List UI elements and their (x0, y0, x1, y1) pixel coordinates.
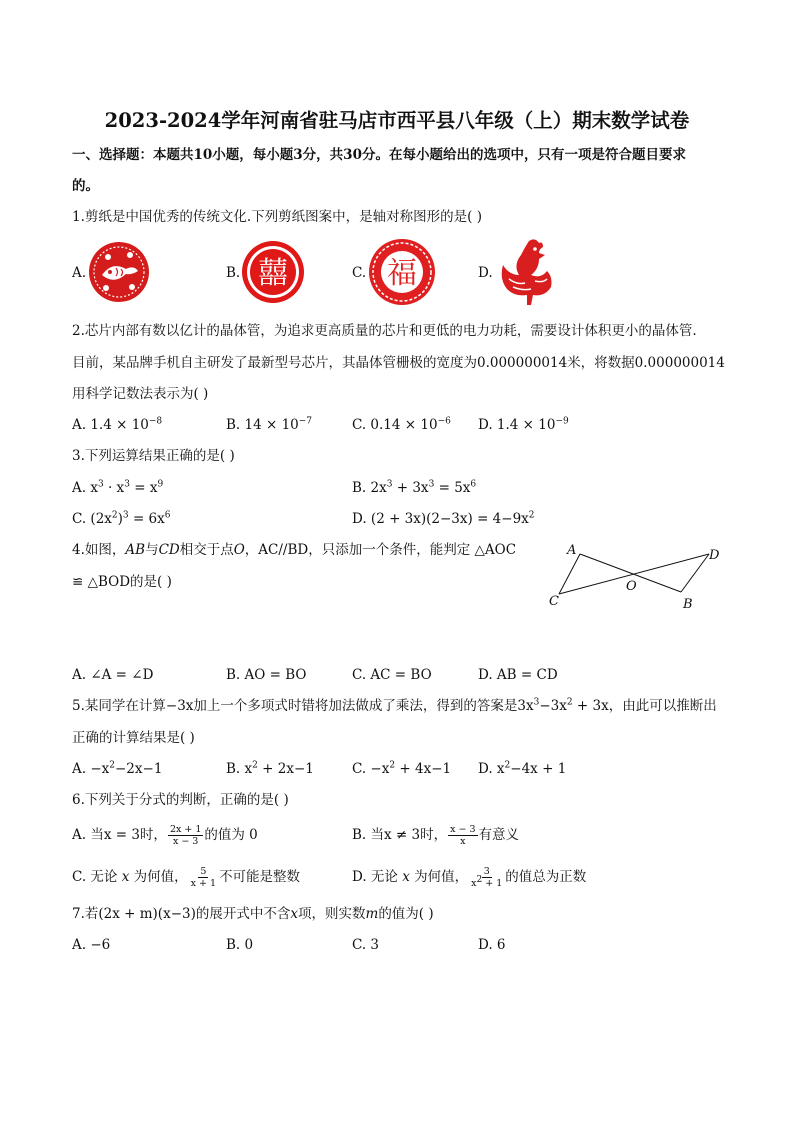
q2-stem-line2: 目前，某品牌手机自主研发了最新型号芯片，其晶体管栅极的宽度为0.000000014米，将数据0.000000014 (72, 355, 725, 371)
segment-ac (559, 554, 580, 594)
section-header-line1: 一、选择题：本题共10小题，每小题3分，共30分。在每小题给出的选项中，只有一项是符合题目要求 (72, 147, 686, 163)
q3-option-d: D. $(2 + 3x)(2-3x) = 4-9x^2$ (352, 510, 535, 527)
point-b-label: B (683, 597, 693, 612)
q4-option-d: D. AB = CD (478, 667, 558, 683)
q7-stem: 7.若(2x + m)(x−3)的展开式中不含x项，则实数m的值为( ) (72, 906, 434, 922)
q7-option-c: C. 3 (352, 937, 380, 953)
q3-option-b: B. $2x^3 + 3x^3 = 5x^6$ (352, 479, 477, 496)
papercut-double-happiness-image (241, 240, 305, 304)
fraction: $\frac{5}{x + 1}$ (190, 866, 217, 889)
q7-option-b: B. 0 (226, 937, 254, 953)
q5-option-a: A. $-x^2-2x-1$ (72, 760, 163, 777)
q3-stem: 3.下列运算结果正确的是( ) (72, 448, 235, 464)
q2-option-a: A. $1.4 \times 10^{-8}$ (72, 416, 163, 433)
q1-option-d-label: D. (478, 265, 493, 281)
papercut-rooster-image (495, 235, 557, 307)
q4-geometry-figure (545, 540, 725, 615)
q7-option-a: A. −6 (72, 937, 111, 953)
q6-option-b: B. 当x ≠ 3时， $\frac{x - 3}{x}$ 有意义 (352, 824, 520, 847)
point-c-label: C (549, 594, 559, 609)
q2-stem-line3: 用科学记数法表示为( ) (72, 386, 209, 402)
segment-bd (681, 554, 709, 592)
point-d-label: D (709, 548, 720, 563)
q1-option-a-label: A. (72, 265, 87, 281)
papercut-fu-image (368, 238, 436, 306)
q2-option-b: B. $14 \times 10^{-7}$ (226, 416, 313, 433)
fraction: $\frac{x - 3}{x}$ (450, 824, 476, 847)
q6-stem: 6.下列关于分式的判断，正确的是( ) (72, 792, 289, 808)
q4-option-c: C. AC = BO (352, 667, 432, 683)
q2-option-d: D. $1.4 \times 10^{-9}$ (478, 416, 569, 433)
q2-option-c: C. $0.14 \times 10^{-6}$ (352, 416, 451, 433)
fraction: $\frac{3}{x^2 + 1}$ (471, 866, 503, 889)
q6-option-d: D. 无论 x 为何值， $\frac{3}{x^2 + 1}$ 的值总为正数 (352, 866, 587, 889)
point-a-label: A (567, 543, 577, 558)
q4-option-a: A. ∠A = ∠D (72, 667, 154, 683)
double-happiness-glyph: 囍 (258, 256, 288, 291)
q2-stem-line1: 2.芯片内部有数以亿计的晶体管，为追求更高质量的芯片和更低的电力功耗，需要设计体积更小的晶体管. (72, 323, 697, 339)
q4-option-b: B. AO = BO (226, 667, 307, 683)
fu-glyph: 福 (387, 256, 417, 291)
q1-option-c-label: C. (352, 265, 367, 281)
q5-stem-line2: 正确的计算结果是( ) (72, 730, 195, 746)
q3-option-c: C. $(2x^2)^3 = 6x^6$ (72, 510, 171, 527)
fraction: $\frac{2x + 1}{x - 3}$ (169, 824, 202, 847)
q6-option-a: A. 当x = 3时， $\frac{2x + 1}{x - 3}$ 的值为 0 (72, 824, 258, 847)
q1-option-b-label: B. (226, 265, 241, 281)
q3-option-a: A. $x^3 \cdot x^3 = x^9$ (72, 479, 164, 496)
q5-option-d: D. $x^2-4x + 1$ (478, 760, 567, 777)
q4-stem-line2: ≌ △BOD的是( ) (72, 574, 172, 590)
q4-stem-line1: 4.如图，AB与CD相交于点O，AC//BD，只添加一个条件，能判定 △AOC (72, 542, 517, 558)
q7-option-d: D. 6 (478, 937, 506, 953)
q5-option-c: C. $-x^2 + 4x-1$ (352, 760, 452, 777)
q6-option-c: C. 无论 x 为何值， $\frac{5}{x + 1}$ 不可能是整数 (72, 866, 301, 889)
point-o-label: O (626, 579, 637, 594)
q5-option-b: B. $x^2 + 2x-1$ (226, 760, 314, 777)
papercut-fish-image (88, 241, 150, 303)
section-header-line2: 的。 (72, 178, 99, 194)
page-title: 2023-2024学年河南省驻马店市西平县八年级（上）期末数学试卷 (104, 109, 690, 132)
q5-stem-line1: 5.某同学在计算−3x加上一个多项式时错将加法做成了乘法，得到的答案是$3x^3-3x^2 + 3x$，由此可以推断出 (72, 697, 717, 714)
q1-stem: 1.剪纸是中国优秀的传统文化.下列剪纸图案中，是轴对称图形的是( ) (72, 209, 482, 225)
